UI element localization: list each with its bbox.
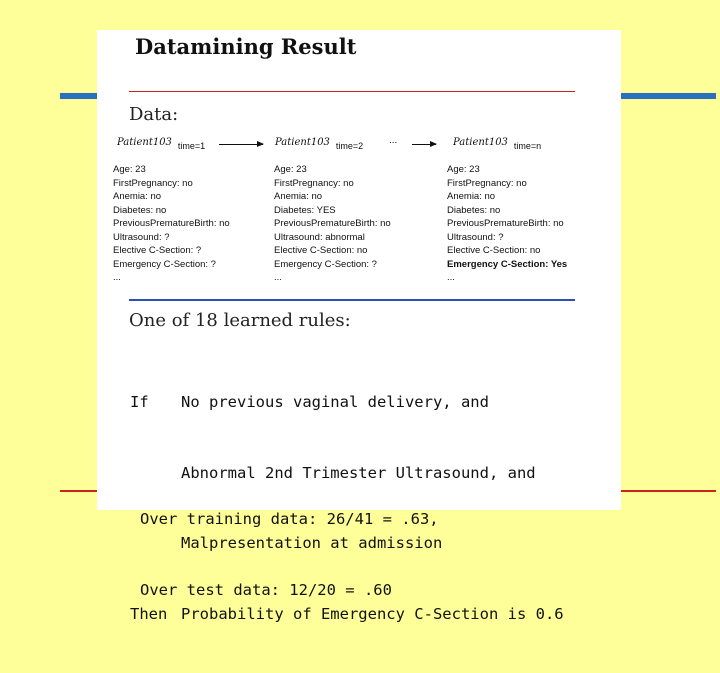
rules-heading: One of 18 learned rules: — [129, 310, 351, 331]
record-line: Ultrasound: abnormal — [274, 231, 365, 243]
record-line: Elective C-Section: no — [447, 245, 541, 256]
record-line: PreviousPrematureBirth: no — [447, 218, 564, 229]
record-line: Ultrasound: ? — [113, 231, 170, 243]
record-line: Ultrasound: ? — [447, 231, 504, 243]
patient-name: Patient103 — [453, 137, 508, 148]
divider-blue — [129, 299, 575, 301]
record-line: Anemia: no — [113, 191, 162, 202]
record-line: PreviousPrematureBirth: no — [113, 218, 230, 229]
training-stat: Over training data: 26/41 = .63, — [140, 510, 439, 528]
page-title: Datamining Result — [135, 34, 357, 59]
right-arrow-icon — [219, 144, 263, 145]
rule-condition: Malpresentation at admission — [181, 534, 443, 552]
content-panel — [97, 30, 621, 623]
record-line: Diabetes: no — [113, 204, 167, 216]
record-line: Age: 23 — [447, 164, 480, 175]
record-line: ... — [274, 272, 282, 283]
patient-name: Patient103 — [117, 137, 172, 148]
record-line: FirstPregnancy: no — [274, 177, 354, 189]
decorative-red-line-left — [60, 490, 100, 492]
patient-record-t2 — [274, 163, 391, 285]
record-line: Age: 23 — [113, 164, 146, 175]
decorative-red-line-right — [618, 490, 716, 492]
right-arrow-icon — [412, 144, 436, 145]
rule-condition: Abnormal 2nd Trimester Ultrasound, and — [181, 463, 536, 482]
data-section-label: Data: — [129, 104, 179, 125]
test-stat: Over test data: 12/20 = .60 — [140, 580, 392, 599]
record-line: Anemia: no — [274, 191, 323, 202]
rule-conclusion: Probability of Emergency C-Section is 0.6 — [181, 604, 564, 623]
if-keyword: If — [130, 393, 149, 411]
record-line: ... — [113, 272, 121, 283]
rule-condition: No previous vaginal delivery, and — [181, 393, 489, 411]
time-label: time=1 — [177, 141, 206, 151]
record-line: FirstPregnancy: no — [447, 177, 527, 189]
record-line: Anemia: no — [447, 191, 496, 202]
patient-record-t1 — [113, 163, 230, 285]
record-line: Age: 23 — [274, 164, 307, 175]
ellipsis-between: ... — [389, 135, 398, 146]
patient-name: Patient103 — [275, 137, 330, 148]
record-line: Elective C-Section: no — [274, 245, 368, 256]
patient-header-tn — [453, 137, 541, 153]
record-line-highlight: Emergency C-Section: Yes — [447, 258, 568, 270]
record-line: ... — [447, 272, 455, 283]
record-line: Diabetes: no — [447, 204, 501, 216]
patient-header-t2 — [275, 137, 363, 153]
record-line: Emergency C-Section: ? — [113, 258, 216, 270]
record-line: Elective C-Section: ? — [113, 245, 202, 256]
decorative-blue-bar-right — [618, 93, 716, 99]
time-label: time=2 — [335, 141, 364, 151]
patient-header-t1 — [117, 137, 205, 153]
rule-accuracy — [140, 461, 439, 649]
record-line: Diabetes: YES — [274, 204, 336, 216]
patient-record-tn — [447, 163, 567, 285]
record-line: PreviousPrematureBirth: no — [274, 218, 391, 229]
record-line: FirstPregnancy: no — [113, 177, 193, 189]
divider-red — [129, 91, 575, 92]
rule-if-line — [130, 391, 564, 415]
record-line: Emergency C-Section: ? — [274, 258, 377, 270]
decorative-blue-bar-left — [60, 93, 100, 99]
time-label: time=n — [513, 141, 542, 151]
then-keyword: Then — [130, 604, 168, 623]
